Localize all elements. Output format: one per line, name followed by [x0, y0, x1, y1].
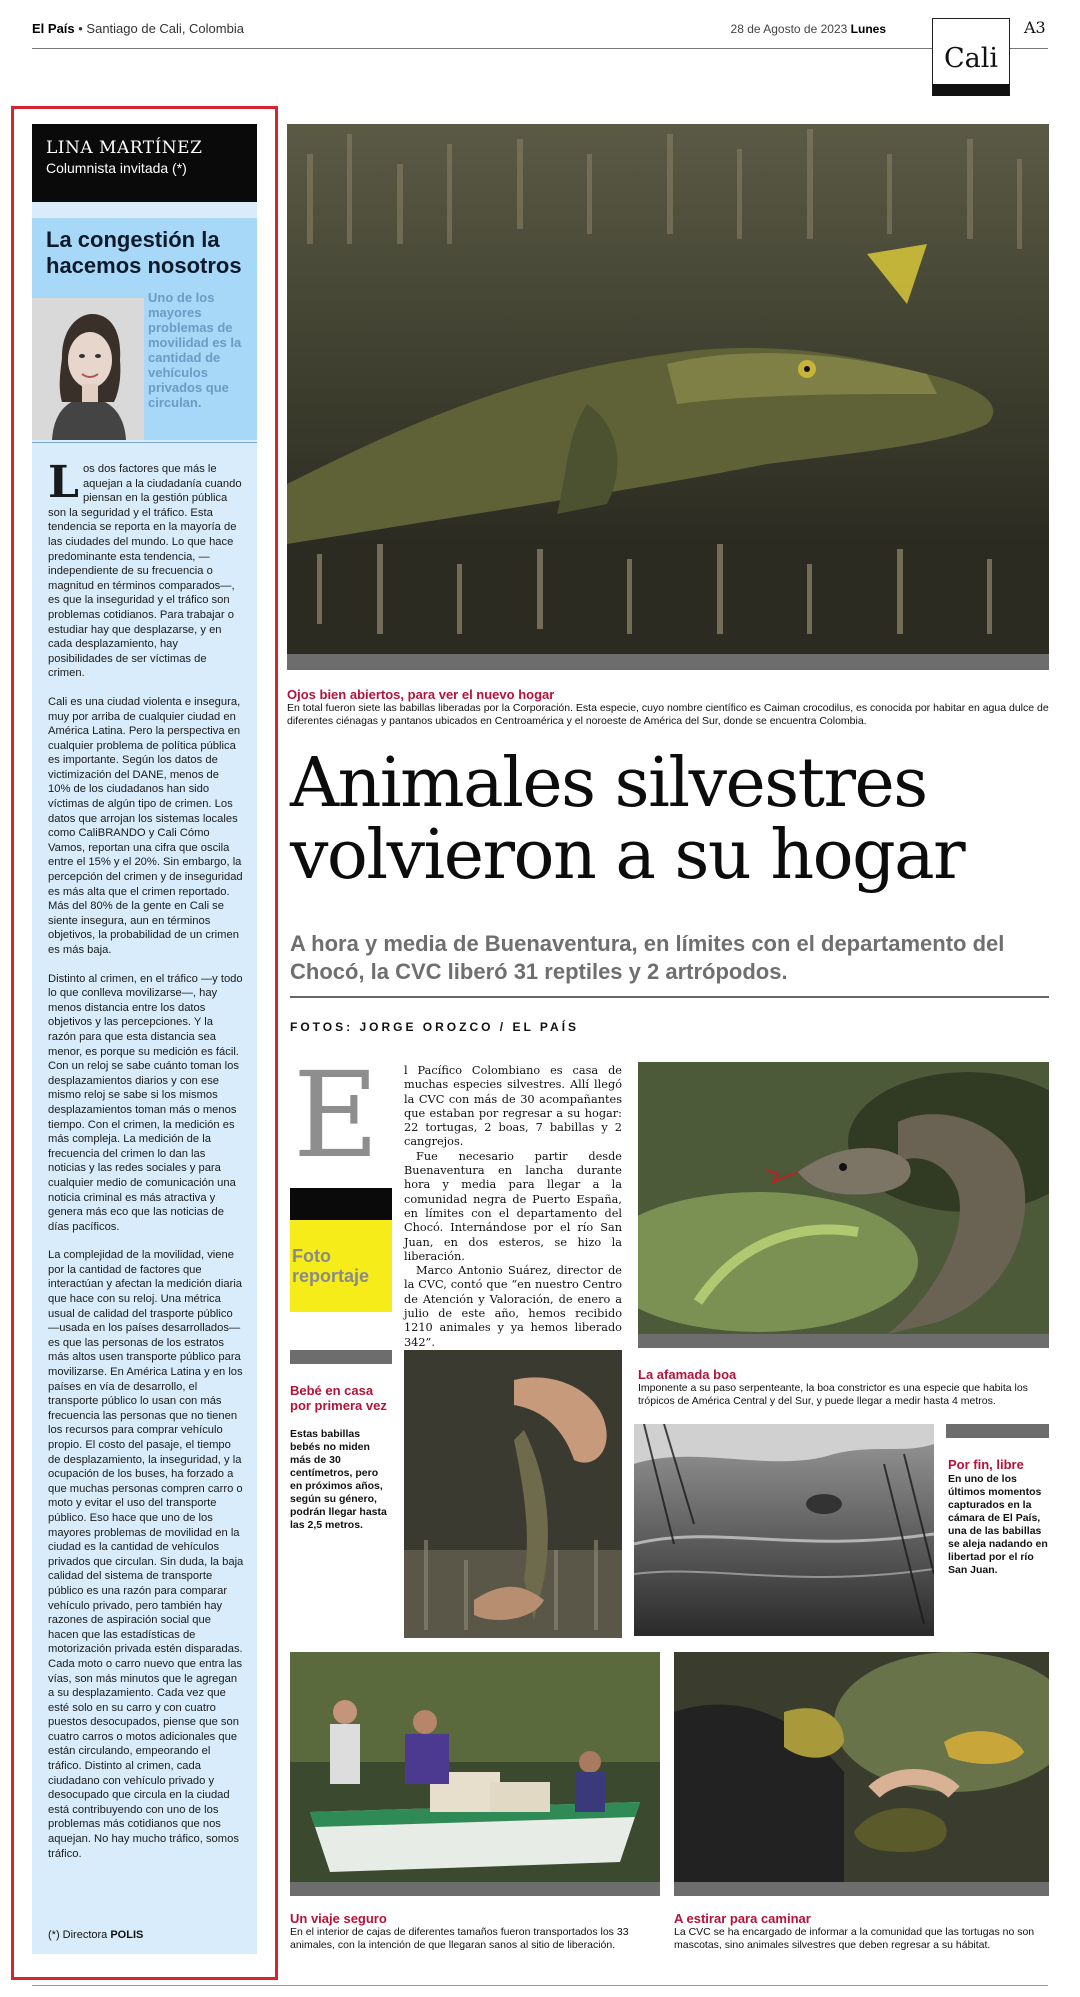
subhead-rule [290, 996, 1049, 998]
photo-credit: FOTOS: JORGE OROZCO / EL PAÍS [290, 1020, 580, 1034]
date: 28 de Agosto de 2023 [730, 22, 848, 36]
swimming-caiman-photo [634, 1424, 934, 1636]
photo-bar [674, 1882, 1049, 1896]
photo-bar [290, 1350, 392, 1364]
column-pullquote: Uno de los mayores problemas de movilidad es la cantidad de vehículos privados que circulan. [148, 290, 242, 410]
main-caption-body: En total fueron siete las babillas liberadas por la Corporación. Esta especie, cuyo nombre científico es Caiman crocodilus, es conocida por habitar en agua dulce de diferentes ciénagas y pantanos ubicados en Centroamérica y el noroeste de América del Sur, donde se encuentra Colombia. [287, 702, 1049, 727]
author-role: Columnista invitada (*) [46, 160, 187, 176]
column-paragraph: Los dos factores que más le aquejan a la ciudadanía cuando piensan en la gestión pública son la seguridad y el tráfico. Esta tendencia se reporta en la mayoría de las ciudades del mundo. Lo que hace predominante esta tendencia, —independiente de su frecuencia o magnitud en términos comparados—, es que la inseguridad y el tráfico son problemas cotidianos. Para trabajar o estudiar hay que desplazarse, y en cada desplazamiento, hay posibilidades de ser víctimas de crimen. [48, 457, 242, 680]
author-name: LINA MARTÍNEZ [46, 138, 203, 158]
article-dropcap: E [293, 1046, 380, 1184]
article-paragraph: Marco Antonio Suárez, director de la CVC, contó que “en nuestro Centro de Atención y Valoración, de enero a julio de este año, hemos recibido 1210 animales y ya hemos liberado 342”. [404, 1264, 622, 1349]
header-rule [32, 48, 1048, 49]
article-headline: Animales silvestres volvieron a su hogar [290, 744, 965, 895]
column-body [48, 457, 244, 1875]
swim-caption-body: En uno de los últimos momentos capturados en la cámara de El País, una de las babillas se aleja nadando en libertad por el río San Juan. [948, 1473, 1048, 1576]
article-subhead: A hora y media de Buenaventura, en límites con el departamento del Chocó, la CVC liberó 31 reptiles y 2 artrópodos. [290, 931, 1005, 984]
baby-caption-title: Bebé en casa por primera vez [290, 1383, 387, 1413]
column-paragraph: Distinto al crimen, en el tráfico —y todo lo que conlleva movilizarse—, hay menos distancia entre los datos objetivos y las percepciones. Y la razón para que esta distancia sea menor, es porque su medición es fácil. Con un reloj se sabe cuánto toman los desplazamientos diarios y con ese mismo reloj se sabe si los mismos desplazamientos toman más o menos tiempo. Con el crimen, la medición es más compleja. La medición de la frecuencia del crimen lo dan las noticias y las redes sociales y para cualquier medio de comunicación una noticia criminal es más atractiva y genera más eco que las noticias de días pacíficos. [48, 972, 243, 1233]
main-caption-title: Ojos bien abiertos, para ver el nuevo hogar [287, 687, 555, 702]
photo-bar [290, 1882, 660, 1896]
baby-caiman-photo [404, 1350, 622, 1638]
column-dropcap: L [48, 457, 79, 508]
article-body [404, 1064, 622, 1350]
fotoreportaje-label: Foto reportaje [290, 1220, 392, 1312]
masthead [32, 21, 244, 36]
boa-caption-title: La afamada boa [638, 1367, 737, 1382]
brand-name: El País [32, 21, 75, 36]
boat-caption-title: Un viaje seguro [290, 1911, 387, 1926]
author-box [32, 124, 257, 202]
boa-caption-body: Imponente a su paso serpenteante, la boa constrictor es una especie que habita los trópicos de América Central y del Sur, y puede llegar a medir hasta 4 metros. [638, 1382, 1028, 1407]
column-divider [32, 442, 257, 443]
baby-caption-body: Estas babillas bebés no miden más de 30 centímetros, pero en próximos años, según su género, podrán llegar hasta las 2,5 metros. [290, 1428, 387, 1531]
turtle-photo [674, 1652, 1049, 1882]
turtle-caption-body: La CVC se ha encargado de informar a la comunidad que las tortugas no son mascotas, sino animales silvestres que deben regresar a su hábitat. [674, 1926, 1035, 1951]
weekday: Lunes [850, 22, 886, 36]
photo-bar [638, 1334, 1049, 1348]
photo-bar [946, 1424, 1049, 1438]
caiman-photo [287, 124, 1049, 654]
label-black-bar [290, 1188, 392, 1220]
issue-date [650, 22, 886, 36]
swim-caption-title: Por fin, libre [948, 1457, 1024, 1472]
boa-photo [638, 1062, 1049, 1334]
boat-caption-body: En el interior de cajas de diferentes tamaños fueron transportados los 33 animales, con la intención de que llegaran sanos al sitio de liberación. [290, 1926, 629, 1951]
article-paragraph: l Pacífico Colombiano es casa de muchas especies silvestres. Allí llegó la CVC con más de 30 acompañantes que estaban por regresar a su hogar: 22 tortugas, 2 boas, 7 babillas y 2 cangrejos. [404, 1064, 622, 1149]
boat-photo [290, 1652, 660, 1882]
section-tab: Cali [932, 18, 1010, 96]
author-portrait [32, 298, 144, 440]
column-paragraph: Cali es una ciudad violenta e insegura, muy por arriba de cualquier ciudad en América Latina. Pero la perspectiva en cualquier problema de política pública es importante. Según los datos de victimización del DANE, menos de 10% de los ciudadanos han sido víctimas de algún tipo de crimen. Los datos que arrojan los sistemas locales como CaliBRANDO y Cali Cómo Vamos, reportan una cifra que oscila entre el 15% y el 20%. Sin embargo, la percepción del crimen y de inseguridad es más alta que el crimen reportado. Más del 80% de la gente en Cali se siente insegura, aun en términos objetivos, la probabilidad de un crimen es más baja. [48, 695, 243, 956]
footer-rule [32, 1985, 1048, 1986]
article-paragraph: Fue necesario partir desde Buenaventura en lancha durante hora y media para llegar a la comunidad negra de Puerto España, en límites con el departamento del Chocó. Internándose por el río San Juan, en dos esteros, se hizo la liberación. [404, 1149, 622, 1263]
turtle-caption-title: A estirar para caminar [674, 1911, 811, 1926]
photo-bar [287, 654, 1049, 670]
location: • Santiago de Cali, Colombia [74, 21, 244, 36]
column-signature: (*) Directora POLIS [48, 1929, 144, 1941]
page-number: A3 [1024, 18, 1046, 37]
column-title: La congestión la hacemos nosotros [46, 227, 242, 278]
column-paragraph: La complejidad de la movilidad, viene por la cantidad de factores que interactúan y afectan la medición diaria que hace con su reloj. Una métrica usual de calidad del trasporte público —usada en los países desarrollados— es que las personas de los estratos más altos usen transporte público para movilizarse. En América Latina y en los países en vía de desarrollo, el transporte público lo usan con más frecuencia las personas que no tienen los recursos para comprar vehículo propio. El costo del pasaje, el tiempo de desplazamiento, la inseguridad, y la ocupación de los buses, ha forzado a que muchas personas compren carro o moto y evitar el uso del transporte público. Eso hace que uno de los mayores problemas de movilidad en la ciudad es la cantidad de vehículos privados que circulan. Sin duda, la baja calidad del sistema de transporte público es una razón para comparar vehículo privado, pero también hay razones de aspiración social que hacen que las estadísticas de motorización privada estén disparadas. Cada moto o carro nuevo que entra las vías, son más minutos que le agregan a su desplazamiento. Cada vez que esté solo en su carro y con cuatro puestos desocupados, piense que son cuatro carros o motos adicionales que están circulando, empeorando el tráfico. Distinto al crimen, cada ciudadano con vehículo privado y desocupado que circula en la ciudad está contribuyendo con uno de los problemas más cotidianos que nos aquejan. No hay mucho tráfico, somos tráfico. [48, 1249, 244, 1860]
